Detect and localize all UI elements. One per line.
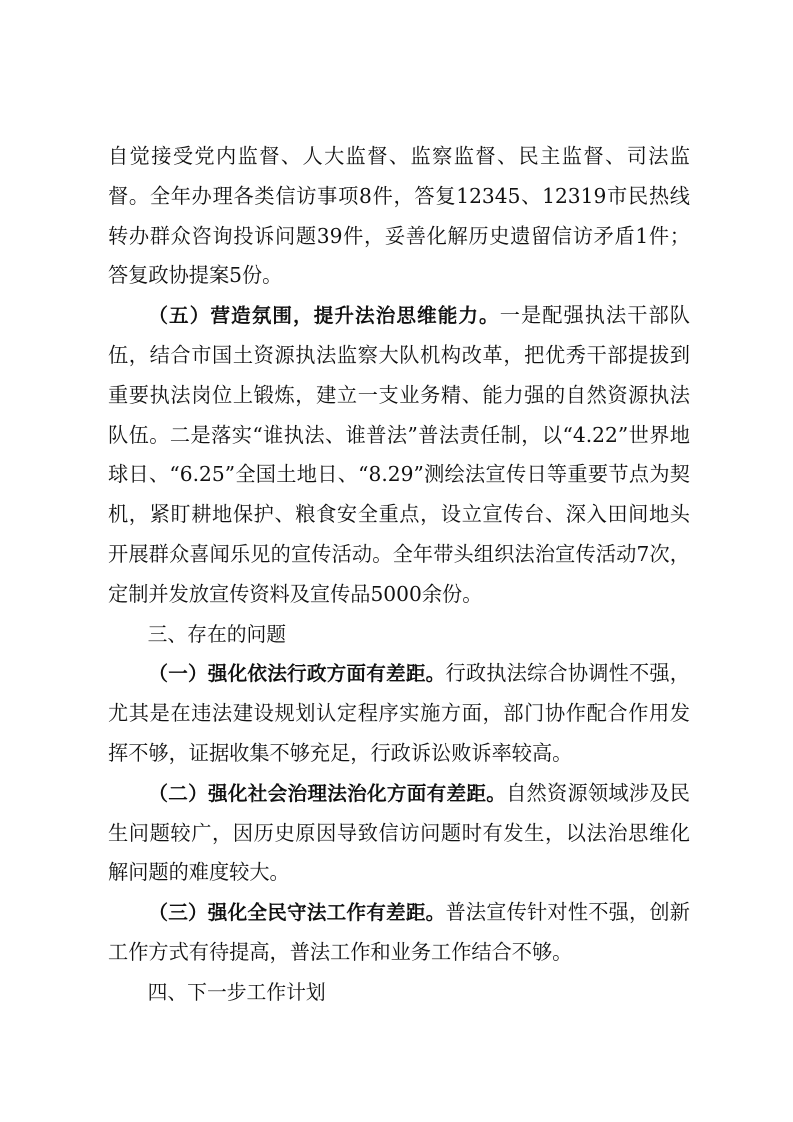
paragraph-problem-1 xyxy=(108,654,690,773)
heading-text: 四、下一步工作计划 xyxy=(147,980,326,1004)
paragraph-problem-3 xyxy=(108,893,690,973)
problem-title: （二）强化社会治理法治化方面有差距。 xyxy=(148,781,507,805)
paragraph-supervision xyxy=(108,137,690,296)
heading-next-steps xyxy=(108,973,690,1013)
document-body xyxy=(108,137,690,1013)
problem-title: （一）强化依法行政方面有差距。 xyxy=(148,662,446,686)
paragraph-problem-2 xyxy=(108,774,690,893)
paragraph-text: 自然资源领域涉及民生问题较广，因历史原因导致信访问题时有发生，以法治思维化解问题的难度较大。 xyxy=(108,780,690,885)
section-title: （五）营造氛围，提升法治思维能力。 xyxy=(148,304,500,328)
heading-existing-problems xyxy=(108,615,690,655)
paragraph-text: 一是配强执法干部队伍，结合市国土资源执法监察大队机构改革，把优秀干部提拔到重要执法岗位上锻炼，建立一支业务精、能力强的自然资源执法队伍。二是落实“谁执法、谁普法”普法责任制，以“4.22”世界地球日、“6.25”全国土地日、“8.29”测绘法宣传日等重要节点为契机，紧盯耕地保护、粮食安全重点，设立宣传台、深入田间地头开展群众喜闻乐见的宣传活动。全年带头组织法治宣传活动7次，定制并发放宣传资料及宣传品5000余份。 xyxy=(108,303,690,606)
heading-text: 三、存在的问题 xyxy=(147,622,287,646)
paragraph-text: 普法宣传针对性不强，创新工作方式有待提高，普法工作和业务工作结合不够。 xyxy=(108,900,690,964)
paragraph-section-5 xyxy=(108,296,690,614)
paragraph-text: 自觉接受党内监督、人大监督、监察监督、民主监督、司法监督。全年办理各类信访事项8件，答复12345、12319市民热线转办群众咨询投诉问题39件，妥善化解历史遗留信访矛盾1件；答复政协提案5份。 xyxy=(108,144,690,288)
problem-title: （三）强化全民守法工作有差距。 xyxy=(148,901,446,925)
paragraph-text: 行政执法综合协调性不强，尤其是在违法建设规划认定程序实施方面，部门协作配合作用发挥不够，证据收集不够充足，行政诉讼败诉率较高。 xyxy=(108,661,690,765)
